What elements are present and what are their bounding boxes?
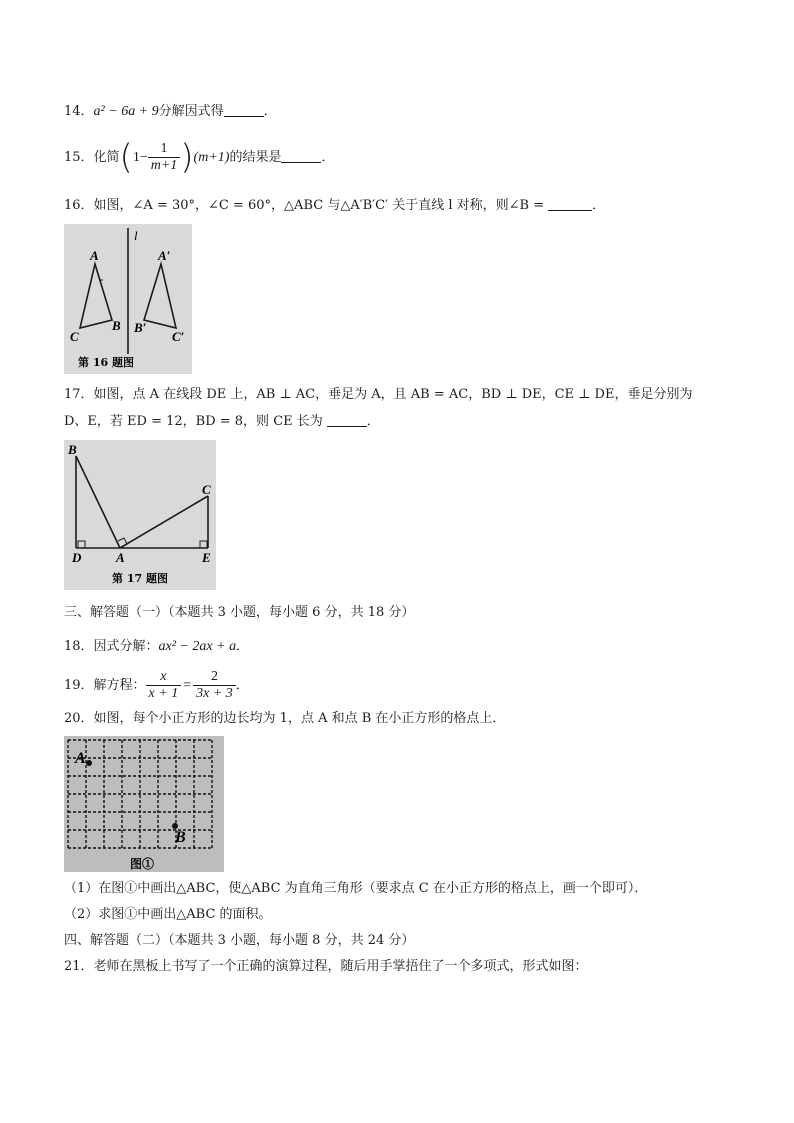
question-20: 20．如图，每个小正方形的边长均为 1，点 A 和点 B 在小正方形的格点上． — [64, 711, 506, 726]
svg-text:A: A — [90, 248, 99, 263]
question-17-line-1: 17．如图，点 A 在线段 DE 上，AB ⊥ AC，垂足为 A，且 AB = AC，BD ⊥ DE，CE ⊥ DE，垂足分别为 — [64, 387, 693, 402]
svg-text:A′: A′ — [158, 248, 171, 263]
q19-lhs-fraction: $\frac{x}{x + 1}$ — [146, 669, 182, 702]
question-20-part-2: （2）求图①中画出△ABC 的面积。 — [64, 907, 272, 922]
answer-blank[interactable] — [548, 196, 592, 211]
section-4-heading: 四、解答题（二）（本题共 3 小题，每小题 8 分，共 24 分） — [64, 933, 415, 948]
label-b: B — [175, 829, 186, 846]
svg-text:D: D — [72, 550, 82, 565]
svg-text:B: B — [112, 318, 121, 333]
figure-20-grid — [64, 736, 224, 872]
svg-text:A: A — [116, 550, 125, 565]
figure-17 — [64, 440, 216, 590]
figure-caption: 图① — [130, 857, 155, 871]
question-19: 19．解方程： $\frac{x}{x + 1}$ = $\frac{2}{3x + 3}$ ． — [64, 669, 249, 701]
question-17-line-2: D、E，若 ED = 12，BD = 8，则 CE 长为 ． — [64, 414, 380, 429]
q19-rhs-fraction: $\frac{2}{3x + 3}$ — [193, 669, 236, 702]
answer-blank[interactable] — [224, 102, 264, 117]
answer-blank[interactable] — [327, 412, 367, 427]
question-14: 14．a² − 6a + 9分解因式得 ． — [64, 104, 277, 119]
svg-text:E: E — [202, 550, 211, 565]
figure-caption: 第 16 题图 — [78, 356, 134, 369]
svg-text:C: C — [202, 482, 211, 497]
q15-fraction: $\frac{1}{m+1}$ — [148, 141, 181, 174]
label-a: A — [75, 750, 86, 767]
line-l-label: l — [134, 228, 138, 243]
answer-blank[interactable] — [281, 148, 321, 163]
question-16: 16．如图，∠A = 30°，∠C = 60°，△ABC 与△A′B′C′ 关于直线 l 对称，则∠B = ． — [64, 198, 606, 213]
question-15: 15．化简(1− $\frac{1}{m+1}$ )(m+1)的结果是 ． — [64, 137, 335, 178]
svg-text:B: B — [68, 442, 77, 457]
point-a — [86, 760, 92, 766]
figure-caption: 第 17 题图 — [112, 572, 168, 585]
section-3-heading: 三、解答题（一）（本题共 3 小题，每小题 6 分，共 18 分） — [64, 605, 415, 620]
svg-text:C: C — [70, 329, 79, 344]
question-21: 21．老师在黑板上书写了一个正确的演算过程，随后用手掌捂住了一个多项式，形式如图： — [64, 959, 588, 974]
question-20-part-1: （1）在图①中画出△ABC，使△ABC 为直角三角形（要求点 C 在小正方形的格点上，画一个即可）． — [64, 881, 648, 896]
figure-16 — [64, 224, 192, 374]
q14-expression: a² − 6a + 9 — [93, 104, 159, 119]
svg-text:C′: C′ — [172, 329, 185, 344]
question-18: 18．因式分解：ax² − 2ax + a． — [64, 639, 250, 654]
svg-text:B′: B′ — [134, 320, 147, 335]
